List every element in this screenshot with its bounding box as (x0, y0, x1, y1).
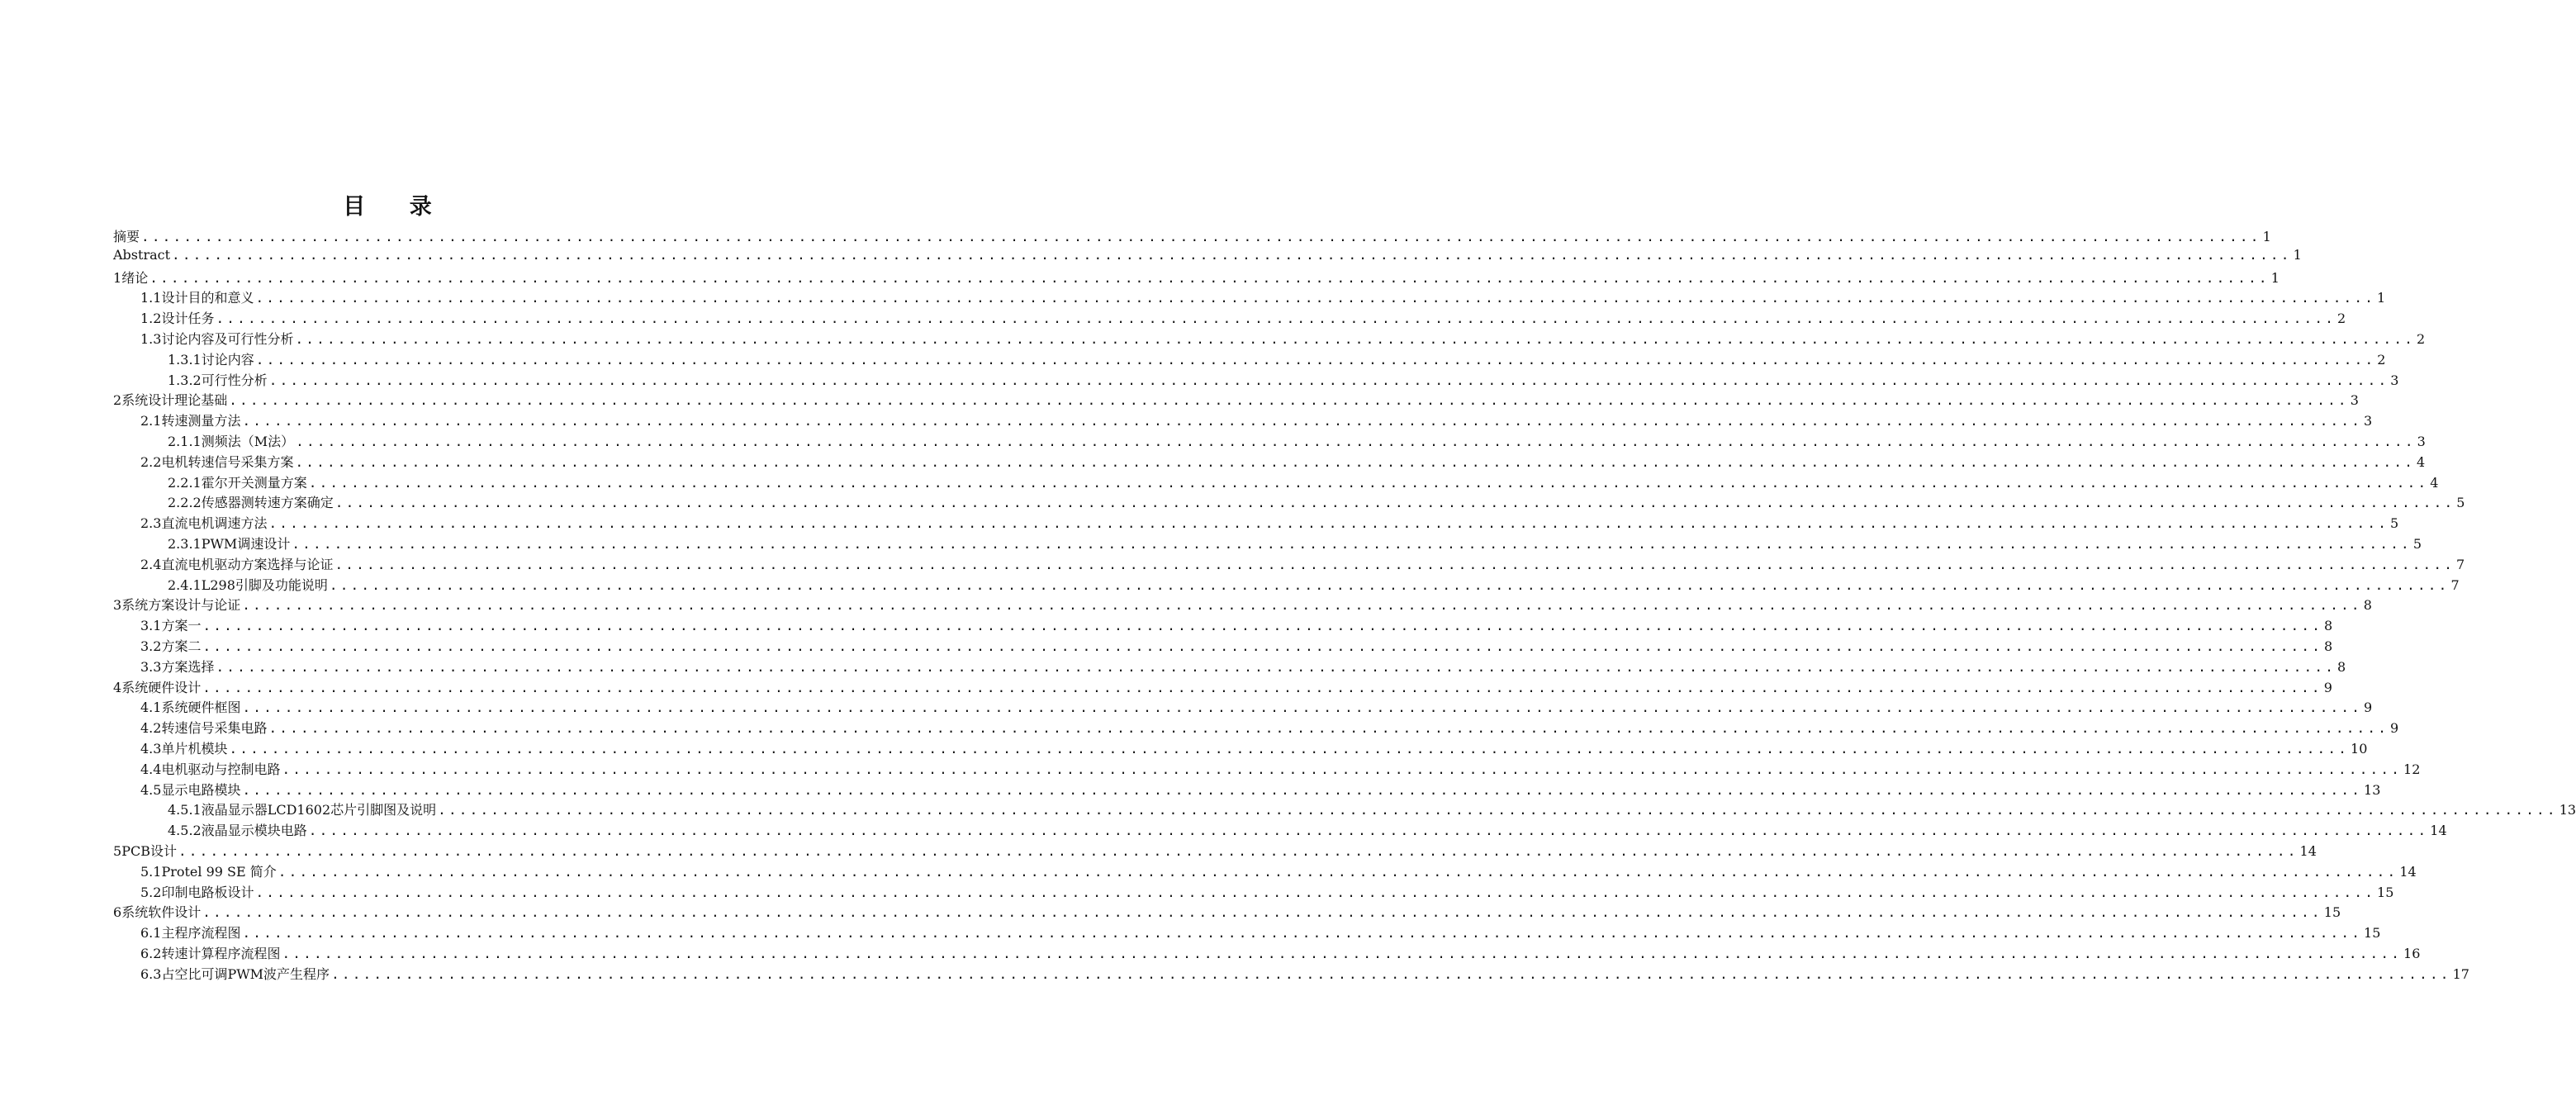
toc-entry[interactable] (168, 431, 2426, 452)
toc-entry[interactable] (140, 738, 2368, 759)
toc-entry-label: 转速计算程序流程图 (161, 946, 281, 961)
toc-dot-leader: ........................................................................................................................................................................................................ (202, 679, 2322, 695)
toc-entry-page-number: 15 (2364, 925, 2381, 942)
toc-entry-label: 显示电路模块 (161, 781, 241, 798)
toc-entry-page-number: 3 (2364, 413, 2373, 429)
toc-entry[interactable] (113, 226, 2271, 247)
toc-entry-page-number: 4 (2430, 474, 2439, 491)
toc-dot-leader: ........................................................................................................................................................................................................ (308, 823, 2429, 839)
toc-dot-leader: ........................................................................................................................................................................................................ (242, 700, 2363, 716)
toc-dot-leader: ........................................................................................................................................................................................................ (242, 781, 2363, 798)
toc-entry[interactable] (140, 308, 2346, 329)
toc-entry-page-number: 14 (2399, 863, 2417, 880)
toc-entry-page-number: 8 (2363, 597, 2372, 614)
toc-entry[interactable] (168, 492, 2465, 513)
toc-dot-leader: ........................................................................................................................................................................................................ (282, 946, 2403, 961)
toc-entry-label: 转速测量方法 (161, 413, 241, 429)
toc-entry[interactable] (113, 902, 2341, 923)
toc-entry-label: 设计任务 (161, 311, 215, 327)
toc-entry-number: 6 (113, 904, 122, 921)
toc-entry-number: 1 (113, 269, 122, 286)
toc-entry-label: 直流电机调速方法 (161, 515, 268, 532)
toc-entry-number: 4 (113, 679, 122, 695)
toc-entry-label: 测频法（M法） (201, 434, 295, 449)
toc-dot-leader: ........................................................................................................................................................................................................ (255, 351, 2376, 368)
toc-entry[interactable] (113, 677, 2332, 698)
toc-entry-label: 主程序流程图 (161, 925, 241, 942)
toc-entry-number: 3.2 (140, 638, 162, 654)
toc-entry-page-number: 8 (2337, 658, 2346, 675)
toc-dot-leader: ........................................................................................................................................................................................................ (296, 434, 2416, 449)
toc-entry-page-number: 2 (2417, 331, 2426, 347)
toc-dot-leader: ........................................................................................................................................................................................................ (242, 413, 2363, 429)
toc-dot-leader: ........................................................................................................................................................................................................ (229, 741, 2350, 757)
toc-entry-label: 电机驱动与控制电路 (161, 761, 281, 777)
toc-entry[interactable] (168, 370, 2399, 391)
toc-entry-page-number: 1 (2293, 246, 2302, 263)
toc-dot-leader: ........................................................................................................................................................................................................ (242, 597, 2362, 614)
toc-dot-leader: ........................................................................................................................................................................................................ (202, 618, 2323, 634)
toc-dot-leader: ........................................................................................................................................................................................................ (141, 229, 2261, 244)
toc-entry[interactable] (140, 615, 2333, 636)
toc-entry-label: 绪论 (121, 269, 149, 286)
toc-entry-page-number: 3 (2417, 434, 2426, 449)
toc-dot-leader: ........................................................................................................................................................................................................ (292, 536, 2412, 552)
toc-entry[interactable] (140, 718, 2399, 738)
toc-entry-page-number: 5 (2456, 495, 2465, 511)
toc-entry-label: 方案二 (161, 638, 202, 654)
toc-entry[interactable] (113, 595, 2372, 615)
toc-entry-number: 5.2 (140, 884, 162, 900)
toc-dot-leader: ........................................................................................................................................................................................................ (295, 331, 2416, 347)
toc-entry[interactable] (113, 390, 2359, 410)
toc-entry-label: 系统软件设计 (121, 904, 202, 921)
toc-entry-number: 4.2 (140, 720, 162, 737)
toc-entry[interactable] (140, 861, 2417, 882)
toc-entry-number: 4.4 (140, 761, 162, 777)
toc-entry-page-number: 14 (2299, 843, 2317, 859)
toc-entry-number: 2 (113, 392, 122, 409)
toc-entry[interactable] (113, 841, 2317, 861)
toc-entry-label: 系统硬件设计 (121, 679, 202, 695)
toc-entry-label: 摘要 (113, 229, 140, 244)
toc-entry-number: 5 (113, 843, 122, 859)
toc-dot-leader: ........................................................................................................................................................................................................ (255, 884, 2376, 900)
toc-entry-number: 2.4.1 (168, 576, 202, 593)
toc-entry-page-number: 13 (2364, 781, 2381, 798)
toc-dot-leader: ........................................................................................................................................................................................................ (334, 556, 2455, 572)
toc-entry-page-number: 17 (2452, 965, 2469, 982)
toc-entry-page-number: 3 (2350, 392, 2359, 409)
toc-entry-page-number: 7 (2450, 576, 2460, 593)
toc-entry-page-number: 13 (2559, 802, 2576, 818)
toc-entry[interactable] (140, 657, 2346, 677)
toc-entry-label: 转速信号采集电路 (161, 720, 268, 737)
toc-entry-number: 2.3.1 (168, 536, 202, 552)
toc-entry-number: 2.2 (140, 453, 162, 470)
toc-entry-label: 占空比可调PWM波产生程序 (161, 965, 330, 982)
toc-entry-label: 单片机模块 (161, 741, 228, 757)
toc-entry-page-number: 5 (2390, 515, 2399, 532)
toc-entry-page-number: 8 (2324, 618, 2333, 634)
toc-entry[interactable] (140, 923, 2381, 943)
toc-entry-number: 4.5 (140, 781, 162, 798)
toc-entry-number: 6.2 (140, 946, 162, 961)
toc-entry-label: L298引脚及功能说明 (201, 576, 328, 593)
toc-entry-number: 5.1 (140, 863, 162, 880)
toc-entry-number: 3 (113, 597, 122, 614)
toc-entry[interactable] (140, 329, 2426, 349)
toc-entry[interactable] (168, 534, 2422, 554)
toc-entry-label: 讨论内容 (201, 351, 254, 368)
toc-entry-number: 6.3 (140, 965, 162, 982)
toc-entry-number: 2.2.1 (168, 474, 202, 491)
toc-entry-label: 传感器测转速方案确定 (201, 495, 334, 511)
toc-dot-leader: ........................................................................................................................................................................................................ (268, 720, 2389, 737)
toc-entry[interactable] (168, 472, 2439, 493)
page-title: 目 录 (343, 194, 450, 220)
toc-dot-leader: ........................................................................................................................................................................................................ (331, 965, 2451, 982)
toc-entry-page-number: 1 (2270, 269, 2279, 286)
toc-entry-number: 4.1 (140, 700, 162, 716)
toc-entry-label: 可行性分析 (201, 372, 268, 388)
toc-entry-label: Abstract (113, 246, 171, 263)
toc-dot-leader: ........................................................................................................................................................................................................ (438, 802, 2558, 818)
toc-entry-number: 2.2.2 (168, 495, 202, 511)
toc-entry[interactable] (140, 964, 2469, 984)
toc-entry[interactable] (168, 799, 2576, 820)
toc-entry[interactable] (168, 349, 2386, 370)
toc-entry-number: 3.1 (140, 618, 162, 634)
toc-entry-page-number: 14 (2430, 823, 2447, 839)
toc-dot-leader: ........................................................................................................................................................................................................ (278, 863, 2398, 880)
toc-dot-leader: ........................................................................................................................................................................................................ (172, 246, 2292, 263)
toc-entry[interactable] (140, 513, 2399, 534)
toc-entry[interactable] (140, 943, 2421, 964)
toc-dot-leader: ........................................................................................................................................................................................................ (178, 843, 2298, 859)
toc-dot-leader: ........................................................................................................................................................................................................ (216, 658, 2336, 675)
toc-entry-label: PWM调速设计 (201, 536, 291, 552)
toc-entry-label: 液晶显示模块电路 (201, 823, 307, 839)
toc-entry-page-number: 2 (2377, 351, 2386, 368)
toc-entry-number: 6.1 (140, 925, 162, 942)
toc-entry-page-number: 9 (2390, 720, 2399, 737)
toc-entry-number: 1.3 (140, 331, 162, 347)
toc-entry-page-number: 16 (2403, 946, 2421, 961)
toc-entry-label: 液晶显示器LCD1602芯片引脚图及说明 (201, 802, 437, 818)
toc-dot-leader: ........................................................................................................................................................................................................ (202, 904, 2322, 921)
toc-entry-label: 系统硬件框图 (161, 700, 241, 716)
toc-entry[interactable] (140, 554, 2465, 575)
toc-entry[interactable] (113, 246, 2302, 268)
toc-entry-number: 4.3 (140, 741, 162, 757)
toc-entry[interactable] (140, 697, 2373, 718)
toc-dot-leader: ........................................................................................................................................................................................................ (242, 925, 2363, 942)
toc-entry-label: 印制电路板设计 (161, 884, 254, 900)
toc-entry[interactable] (140, 452, 2426, 472)
toc-entry-label: 方案一 (161, 618, 202, 634)
toc-entry[interactable] (140, 759, 2421, 780)
toc-dot-leader: ........................................................................................................................................................................................................ (202, 638, 2323, 654)
toc-entry-number: 2.4 (140, 556, 162, 572)
toc-entry-page-number: 12 (2403, 761, 2421, 777)
toc-entry-number: 3.3 (140, 658, 162, 675)
toc-entry-page-number: 1 (2262, 229, 2271, 244)
toc-entry-label: 讨论内容及可行性分析 (161, 331, 294, 347)
toc-entry-page-number: 8 (2324, 638, 2333, 654)
toc-entry-label: 电机转速信号采集方案 (161, 453, 294, 470)
toc-dot-leader: ........................................................................................................................................................................................................ (282, 761, 2403, 777)
toc-dot-leader: ........................................................................................................................................................................................................ (149, 269, 2270, 286)
toc-entry[interactable] (140, 882, 2394, 903)
toc-entry-label: PCB设计 (121, 843, 177, 859)
toc-entry-page-number: 2 (2337, 311, 2346, 327)
toc-dot-leader: ........................................................................................................................................................................................................ (255, 290, 2376, 306)
toc-entry[interactable] (140, 636, 2333, 657)
toc-entry-number: 1.3.1 (168, 351, 202, 368)
toc-entry-label: 设计目的和意义 (161, 290, 254, 306)
toc-entry-number: 2.3 (140, 515, 162, 532)
toc-dot-leader: ........................................................................................................................................................................................................ (295, 453, 2416, 470)
toc-entry-page-number: 9 (2364, 700, 2373, 716)
toc-entry-label: 霍尔开关测量方案 (201, 474, 307, 491)
toc-entry-page-number: 7 (2456, 556, 2465, 572)
toc-entry-page-number: 10 (2351, 741, 2368, 757)
toc-dot-leader: ........................................................................................................................................................................................................ (308, 474, 2429, 491)
toc-dot-leader: ........................................................................................................................................................................................................ (268, 515, 2389, 532)
toc-entry[interactable] (140, 287, 2386, 308)
toc-entry-label: 系统设计理论基础 (121, 392, 228, 409)
toc-entry[interactable] (140, 410, 2373, 431)
toc-entry-number: 4.5.2 (168, 823, 202, 839)
toc-entry[interactable] (168, 820, 2447, 841)
toc-entry-page-number: 5 (2412, 536, 2422, 552)
toc-entry[interactable] (140, 780, 2381, 800)
toc-entry-label: Protel 99 SE 简介 (161, 863, 277, 880)
toc-entry-number: 2.1.1 (168, 434, 202, 449)
toc-entry-page-number: 3 (2390, 372, 2399, 388)
toc-entry[interactable] (113, 268, 2279, 288)
toc-entry-number: 1.1 (140, 290, 162, 306)
toc-entry-label: 系统方案设计与论证 (121, 597, 241, 614)
toc-entry-page-number: 15 (2377, 884, 2394, 900)
toc-dot-leader: ........................................................................................................................................................................................................ (329, 576, 2450, 593)
toc-entry-page-number: 15 (2323, 904, 2341, 921)
toc-entry-label: 直流电机驱动方案选择与论证 (161, 556, 334, 572)
toc-entry-page-number: 4 (2417, 453, 2426, 470)
toc-entry-number: 4.5.1 (168, 802, 202, 818)
toc-entry-number: 1.2 (140, 311, 162, 327)
toc-entry-number: 2.1 (140, 413, 162, 429)
toc-entry[interactable] (168, 575, 2460, 595)
toc-entry-page-number: 1 (2377, 290, 2386, 306)
toc-dot-leader: ........................................................................................................................................................................................................ (268, 372, 2389, 388)
toc-entry-page-number: 9 (2323, 679, 2332, 695)
toc-dot-leader: ........................................................................................................................................................................................................ (216, 311, 2336, 327)
toc-entry-number: 1.3.2 (168, 372, 202, 388)
toc-dot-leader: ........................................................................................................................................................................................................ (334, 495, 2455, 511)
toc-entry-label: 方案选择 (161, 658, 215, 675)
toc-dot-leader: ........................................................................................................................................................................................................ (229, 392, 2349, 409)
